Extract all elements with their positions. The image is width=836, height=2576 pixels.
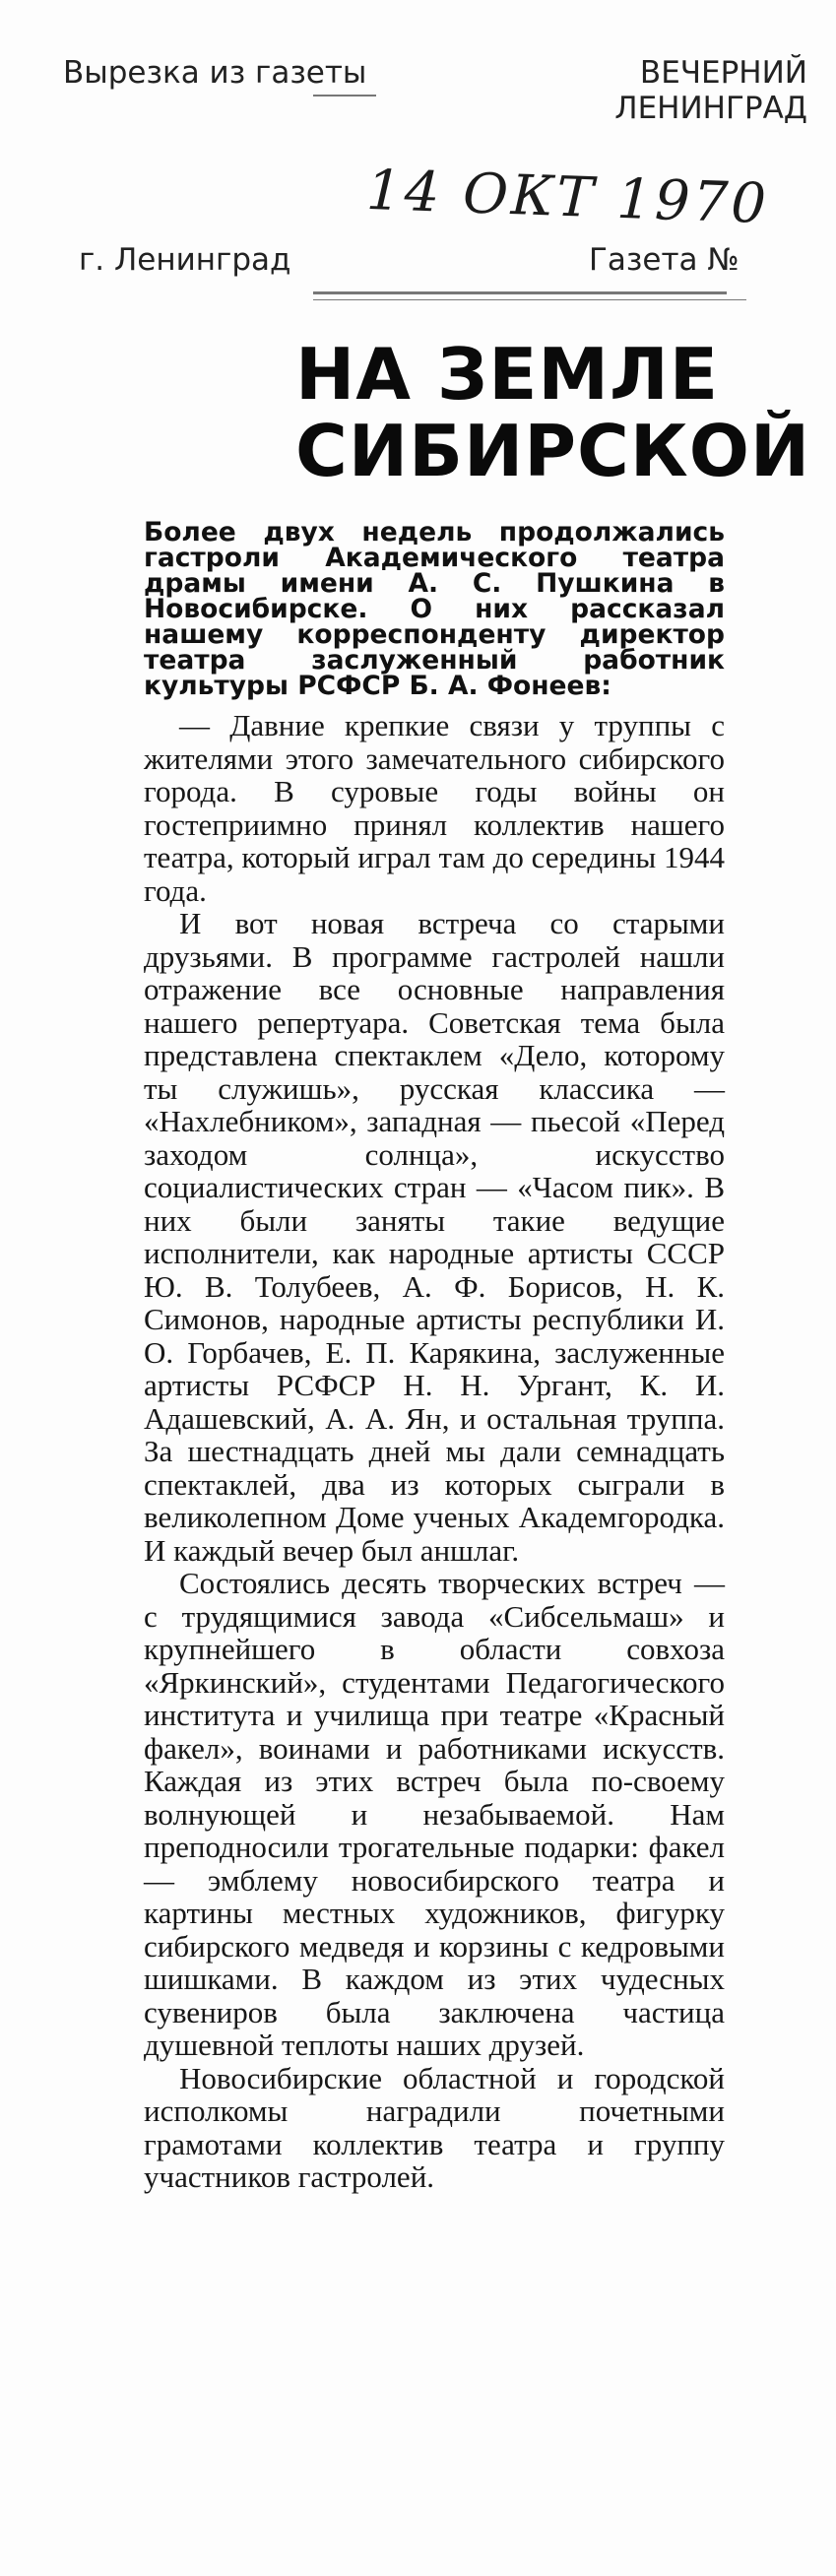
masthead-separator-thin <box>313 299 746 300</box>
issue-number-label: Газета № <box>589 242 740 278</box>
article-body <box>144 709 725 2194</box>
article-title-line-2: СИБИРСКОЙ <box>295 410 811 492</box>
newspaper-name-line-2: ЛЕНИНГРАД <box>614 91 807 126</box>
clipping-label-underline <box>313 95 376 97</box>
city-label: г. Ленинград <box>79 242 291 278</box>
article-paragraph-4: Новосибирские областной и городской исполкомы наградили почетными грамотами коллектив театра и группу участников гастролей. <box>144 2060 725 2194</box>
date-stamp: 14 ОКТ 1970 <box>364 158 770 237</box>
clipping-label: Вырезка из газеты <box>63 55 367 91</box>
article-paragraph-1: — Давние крепкие связи у труппы с жителями этого замечательного сибирского города. В суровые годы войны он гостеприимно принял коллектив нашего театра, который играл там до середины 1944 года. <box>144 708 725 908</box>
article-title-line-1: НА ЗЕМЛЕ <box>295 333 720 416</box>
article-lead: Более двух недель продолжались гастроли Академического театра драмы имени А. С. Пушкина в Новосибирске. О них рассказал нашему корреспонденту директор театра заслуженный работник культуры РСФСР Б. А. Фонеев: <box>144 517 725 701</box>
newspaper-name-line-1: ВЕЧЕРНИЙ <box>639 55 807 91</box>
masthead-separator <box>313 291 727 294</box>
article-paragraph-2: И вот новая встреча со старыми друзьями. В программе гастролей нашли отражение все основные направления нашего репертуара. Советская тема была представлена спектаклем «Дело, которому ты служишь», русская классика — «Нахлебником», западная — пьесой «Перед заходом солнца», искусство социалистических стран — «Часом пик». В них были заняты такие ведущие исполнители, как народные артисты СССР Ю. В. Толубеев, А. Ф. Борисов, Н. К. Симонов, народные артисты республики И. О. Горбачев, Е. П. Карякина, заслуженные артисты РСФСР Н. Н. Ургант, К. И. Адашевский, А. А. Ян, и остальная труппа. За шестнадцать дней мы дали семнадцать спектаклей, два из которых сыграли в великолепном Доме ученых Академгородка. И каждый вечер был аншлаг. <box>144 906 725 1568</box>
article-paragraph-3: Состоялись десять творческих встреч — с трудящимися завода «Сибсельмаш» и крупнейшего в области совхоза «Яркинский», студентами Педагогического института и училища при театре «Красный факел», воинами и работниками искусств. Каждая из этих встреч была по-своему волнующей и незабываемой. Нам преподносили трогательные подарки: факел — эмблему новосибирского театра и картины местных художников, фигурку сибирского медведя и корзины с кедровыми шишками. В каждом из этих чудесных сувениров была заключена частица душевной теплоты наших друзей. <box>144 1566 725 2062</box>
